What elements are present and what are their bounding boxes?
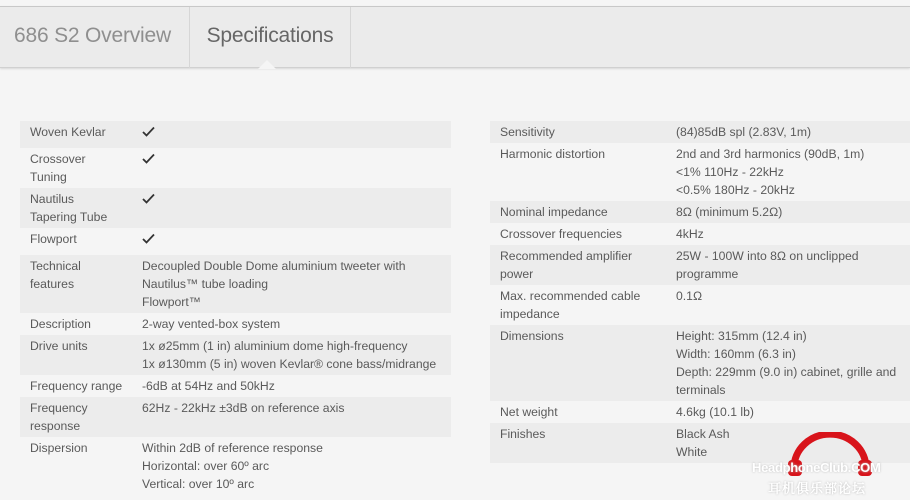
spec-value	[676, 403, 910, 421]
spec-value	[142, 377, 451, 395]
spec-row	[490, 223, 910, 245]
spec-label-line: Recommended amplifier	[500, 249, 633, 263]
spec-row	[490, 325, 910, 401]
spec-value-line: Height: 315mm (12.4 in)	[676, 329, 807, 343]
spec-row	[20, 375, 451, 397]
spec-label	[20, 337, 142, 373]
active-tab-pointer-icon	[258, 60, 276, 69]
spec-value-line: 1x ø130mm (5 in) woven Kevlar® cone bass/midrange	[142, 357, 437, 371]
tab-specifications[interactable]: Specifications	[190, 7, 351, 68]
spec-label-line: Max. recommended cable	[500, 289, 641, 303]
spec-row	[20, 228, 451, 255]
spec-label-line: Drive units	[30, 339, 88, 353]
spec-label	[20, 190, 142, 226]
spec-label	[490, 327, 676, 399]
spec-value-line: 0.1Ω	[676, 289, 703, 303]
spec-value-line: Within 2dB of reference response	[142, 441, 323, 455]
headphoneclub-watermark	[752, 432, 910, 500]
checkmark-icon	[142, 150, 155, 168]
tab-bar	[0, 6, 910, 68]
spec-label-line: Tapering Tube	[30, 210, 108, 224]
spec-label	[490, 225, 676, 243]
spec-value-line: (84)85dB spl (2.83V, 1m)	[676, 125, 812, 139]
spec-value-line: Depth: 229mm (9.0 in) cabinet, grille and	[676, 365, 897, 379]
spec-row	[490, 121, 910, 143]
spec-label-line: Flowport	[30, 232, 77, 246]
spec-row	[20, 397, 451, 437]
spec-label-line: features	[30, 277, 75, 291]
spec-row	[490, 245, 910, 285]
spec-value	[142, 190, 451, 226]
spec-value-line: Width: 160mm (6.3 in)	[676, 347, 796, 361]
spec-label-line: Dispersion	[30, 441, 88, 455]
spec-label	[490, 425, 676, 461]
spec-label-line: Technical	[30, 259, 81, 273]
spec-value-line: 4.6kg (10.1 lb)	[676, 405, 754, 419]
spec-row	[20, 335, 451, 375]
spec-label-line: Woven Kevlar	[30, 125, 106, 139]
spec-row	[490, 201, 910, 223]
spec-value	[142, 150, 451, 186]
spec-label-line: Net weight	[500, 405, 558, 419]
spec-label-line: impedance	[500, 307, 560, 321]
spec-row	[20, 148, 451, 188]
spec-label-line: Crossover frequencies	[500, 227, 622, 241]
spec-value	[142, 257, 451, 311]
spec-value-line: 4kHz	[676, 227, 704, 241]
spec-value	[676, 287, 910, 323]
spec-label	[490, 203, 676, 221]
spec-value	[676, 247, 910, 283]
checkmark-icon	[142, 230, 155, 248]
spec-row	[20, 255, 451, 313]
spec-row	[490, 285, 910, 325]
spec-label-line: Description	[30, 317, 91, 331]
spec-value-line: <1% 110Hz - 22kHz	[676, 165, 784, 179]
spec-value	[142, 230, 451, 253]
spec-label-line: Sensitivity	[500, 125, 555, 139]
spec-row	[20, 313, 451, 335]
spec-table-technical	[490, 121, 910, 463]
watermark-text-chinese: 耳机俱乐部论坛	[768, 481, 867, 496]
spec-value-line: Nautilus™ tube loading	[142, 277, 269, 291]
spec-value-line: Decoupled Double Dome aluminium tweeter with	[142, 259, 406, 273]
spec-value	[142, 315, 451, 333]
spec-label-line: Finishes	[500, 427, 546, 441]
spec-value-line: 2nd and 3rd harmonics (90dB, 1m)	[676, 147, 865, 161]
spec-label	[20, 377, 142, 395]
spec-label	[490, 145, 676, 199]
spec-label-line: Harmonic distortion	[500, 147, 605, 161]
spec-value-line: -6dB at 54Hz and 50kHz	[142, 379, 275, 393]
spec-row	[20, 437, 451, 495]
spec-row	[20, 121, 451, 148]
spec-label	[490, 287, 676, 323]
spec-value	[676, 225, 910, 243]
spec-table-features	[20, 121, 451, 495]
tab-overview[interactable]: 686 S2 Overview	[0, 7, 190, 68]
spec-value-line: 62Hz - 22kHz ±3dB on reference axis	[142, 401, 345, 415]
spec-value	[142, 439, 451, 493]
spec-value	[142, 399, 451, 435]
spec-value-line: White	[676, 445, 708, 459]
checkmark-icon	[142, 123, 155, 141]
spec-value	[676, 123, 910, 141]
spec-label	[20, 257, 142, 311]
spec-label-line: Crossover	[30, 152, 86, 166]
spec-value	[676, 203, 910, 221]
spec-value	[676, 145, 910, 199]
spec-label-line: Frequency	[30, 401, 88, 415]
spec-label	[490, 403, 676, 421]
spec-value-line: 25W - 100W into 8Ω on unclipped	[676, 249, 859, 263]
checkmark-icon	[142, 190, 155, 208]
spec-label-line: Nominal impedance	[500, 205, 608, 219]
spec-label-line: power	[500, 267, 534, 281]
spec-label	[20, 439, 142, 493]
spec-value-line: 8Ω (minimum 5.2Ω)	[676, 205, 783, 219]
spec-label	[20, 315, 142, 333]
spec-label-line: response	[30, 419, 81, 433]
spec-label-line: Frequency range	[30, 379, 123, 393]
spec-value-line: Black Ash	[676, 427, 730, 441]
spec-value	[142, 123, 451, 146]
spec-value-line: <0.5% 180Hz - 20kHz	[676, 183, 795, 197]
spec-value-line: 2-way vented-box system	[142, 317, 281, 331]
spec-value-line: terminals	[676, 383, 726, 397]
spec-label	[20, 399, 142, 435]
spec-label	[490, 123, 676, 141]
spec-label-line: Tuning	[30, 170, 67, 184]
spec-value	[676, 327, 910, 399]
spec-value-line: Flowport™	[142, 295, 201, 309]
watermark-text-latin: HeadphoneClub.COM	[752, 460, 881, 475]
spec-label	[20, 150, 142, 186]
spec-row	[490, 401, 910, 423]
spec-label	[20, 230, 142, 253]
spec-label-line: Nautilus	[30, 192, 75, 206]
spec-row	[490, 143, 910, 201]
spec-row	[20, 188, 451, 228]
spec-label	[20, 123, 142, 146]
spec-label	[490, 247, 676, 283]
spec-value-line: Horizontal: over 60º arc	[142, 459, 270, 473]
spec-value-line: Vertical: over 10º arc	[142, 477, 255, 491]
spec-value	[142, 337, 451, 373]
spec-label-line: Dimensions	[500, 329, 564, 343]
spec-value-line: programme	[676, 267, 739, 281]
spec-value-line: 1x ø25mm (1 in) aluminium dome high-frequency	[142, 339, 408, 353]
